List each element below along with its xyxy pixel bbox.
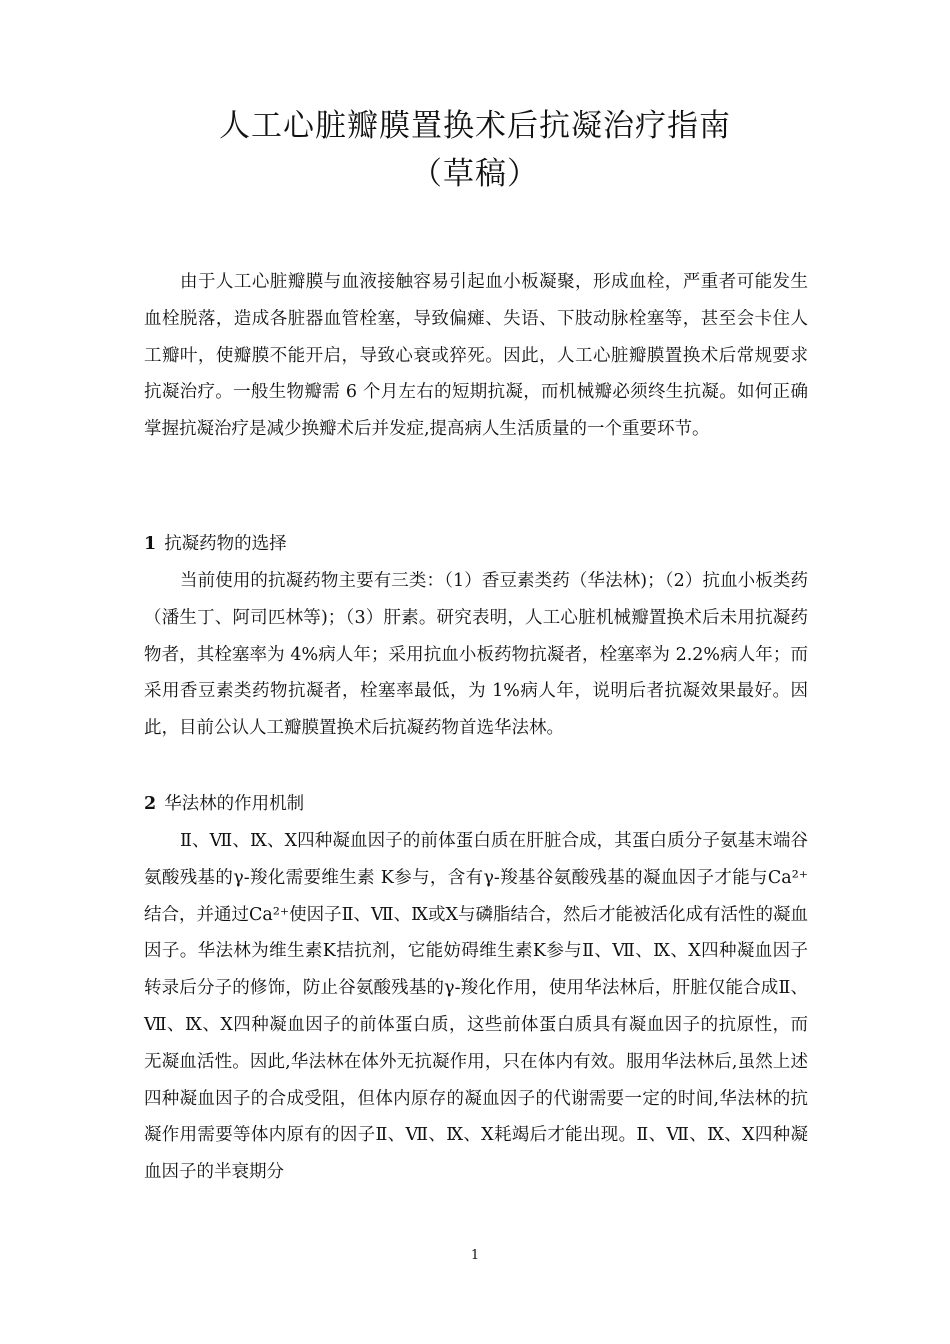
section-1-title: 抗凝药物的选择 xyxy=(164,534,287,554)
section-2-number: 2 xyxy=(144,794,157,814)
section-2-paragraph: Ⅱ、Ⅶ、Ⅸ、Ⅹ四种凝血因子的前体蛋白质在肝脏合成，其蛋白质分子氨基末端谷氨酸残基的γ-羧化需要维生素 K参与，含有γ-羧基谷氨酸残基的凝血因子才能与Ca²⁺结合，并通过Ca²⁺使因子Ⅱ、Ⅶ、Ⅸ或Ⅹ与磷脂结合，然后才能被活化成有活性的凝血因子。华法林为维生素K拮抗剂，它能妨碍维生素K参与Ⅱ、Ⅶ、Ⅸ、Ⅹ四种凝血因子转录后分子的修饰，防止谷氨酸残基的γ-羧化作用，使用华法林后，肝脏仅能合成Ⅱ、Ⅶ、Ⅸ、Ⅹ四种凝血因子的前体蛋白质，这些前体蛋白质具有凝血因子的抗原性，而无凝血活性。因此,华法林在体外无抗凝作用，只在体内有效。服用华法林后,虽然上述四种凝血因子的合成受阻，但体内原存的凝血因子的代谢需要一定的时间,华法林的抗凝作用需要等体内原有的因子Ⅱ、Ⅶ、Ⅸ、Ⅹ耗竭后才能出现。Ⅱ、Ⅶ、Ⅸ、Ⅹ四种凝血因子的半衰期分 xyxy=(144,831,808,1183)
section-2-title: 华法林的作用机制 xyxy=(164,794,305,814)
document-title: 人工心脏瓣膜置换术后抗凝治疗指南 xyxy=(219,108,731,144)
document-subtitle: （草稿） xyxy=(411,156,539,192)
intro-paragraph: 由于人工心脏瓣膜与血液接触容易引起血小板凝聚，形成血栓，严重者可能发生血栓脱落，造成各脏器血管栓塞，导致偏瘫、失语、下肢动脉栓塞等，甚至会卡住人工瓣叶，使瓣膜不能开启，导致心衰或猝死。因此，人工心脏瓣膜置换术后常规要求抗凝治疗。一般生物瓣需 6 个月左右的短期抗凝，而机械瓣必须终生抗凝。如何正确掌握抗凝治疗是减少换瓣术后并发症,提高病人生活质量的一个重要环节。 xyxy=(144,272,808,440)
section-1-number: 1 xyxy=(144,534,157,554)
section-1-heading xyxy=(144,529,808,559)
section-2-heading xyxy=(144,789,808,819)
page-number: 1 xyxy=(470,1248,480,1263)
section-1-paragraph: 当前使用的抗凝药物主要有三类：（1）香豆素类药（华法林)；（2）抗血小板类药（潘生丁、阿司匹林等)；（3）肝素。研究表明，人工心脏机械瓣置换术后未用抗凝药物者，其栓塞率为 4%病人年；采用抗血小板药物抗凝者，栓塞率为 2.2%病人年；而采用香豆素类药物抗凝者，栓塞率最低，为 1%病人年，说明后者抗凝效果最好。因此，目前公认人工瓣膜置换术后抗凝药物首选华法林。 xyxy=(144,571,808,739)
